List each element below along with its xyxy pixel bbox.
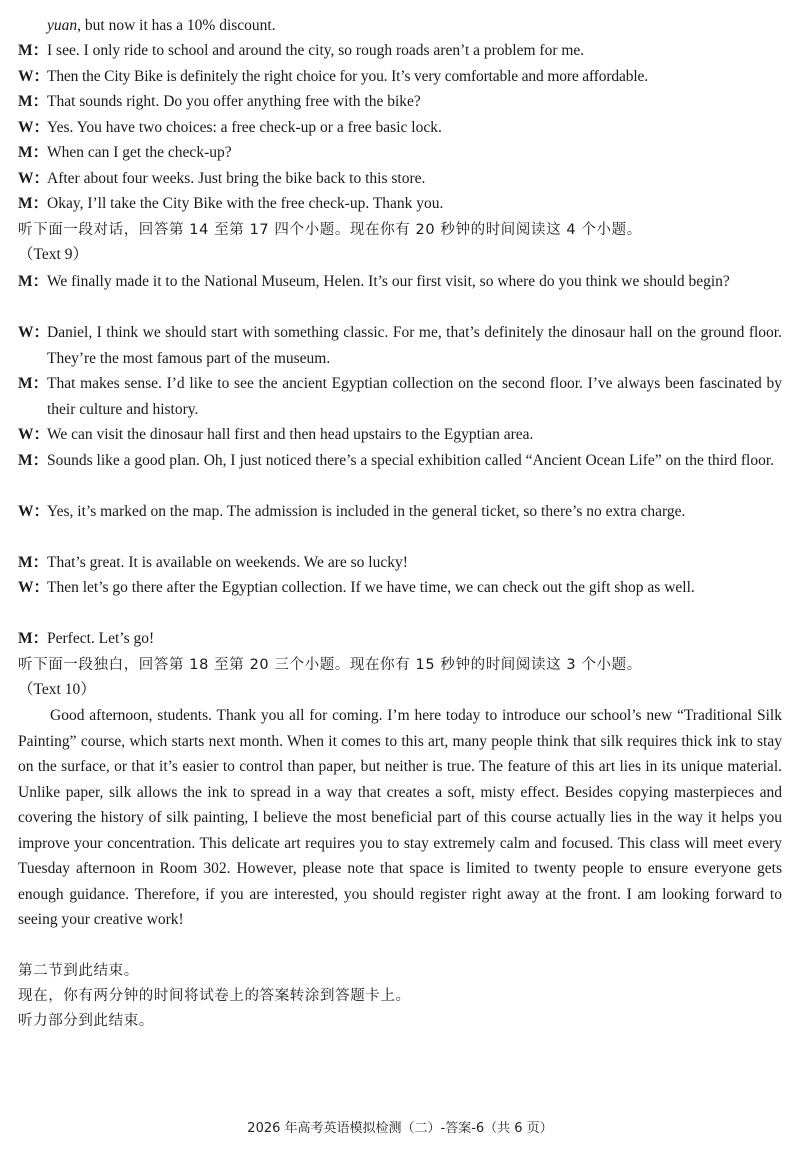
utterance: Okay, I’ll take the City Bike with the free check-up. Thank you. <box>47 195 444 212</box>
dialogue-line <box>18 371 782 422</box>
dialogue-line <box>18 269 782 295</box>
dialogue-line <box>18 89 782 115</box>
utterance: Yes, it’s marked on the map. The admission is included in the general ticket, so there’s no extra charge. <box>47 502 686 520</box>
speaker-label: W： <box>18 502 50 520</box>
speaker-label: M： <box>18 553 49 571</box>
utterance: That sounds right. Do you offer anything free with the bike? <box>47 93 421 110</box>
closing-line-transfer-answers: 现在，你有两分钟的时间将试卷上的答案转涂到答题卡上。 <box>18 988 411 1004</box>
speaker-label: M： <box>18 451 49 469</box>
speaker-label: M： <box>18 630 49 647</box>
speaker-label: M： <box>18 195 49 212</box>
dialogue-line <box>18 448 782 474</box>
utterance: After about four weeks. Just bring the bike back to this store. <box>47 169 426 187</box>
dialogue-line <box>18 550 782 576</box>
dialogue-line <box>18 166 782 192</box>
utterance: Yes. You have two choices: a free check-up or a free basic lock. <box>47 118 442 136</box>
speaker-label: M： <box>18 273 49 290</box>
speaker-label: W： <box>18 324 50 341</box>
speaker-label: M： <box>18 93 49 110</box>
dialogue-line <box>18 64 782 90</box>
intro-italic-word: yuan <box>47 17 78 34</box>
utterance: I see. I only ride to school and around the city, so rough roads aren’t a problem for me. <box>47 42 585 59</box>
dialogue-line <box>18 320 782 371</box>
instruction-text9: 听下面一段对话，回答第 14 至第 17 四个小题。现在你有 20 秒钟的时间阅读这 4 个小题。 <box>18 222 642 238</box>
speaker-label: M： <box>18 144 49 161</box>
speaker-label: M： <box>18 375 49 392</box>
utterance: Sounds like a good plan. Oh, I just noticed there’s a special exhibition called “Ancient Ocean Life” on the third floor. <box>47 451 775 469</box>
utterance: That makes sense. I’d like to see the ancient Egyptian collection on the second floor. I’ve always been fascinated by their culture and history. <box>47 375 782 418</box>
closing-line-listening-end: 听力部分到此结束。 <box>18 1013 154 1029</box>
utterance: Daniel, I think we should start with something classic. For me, that’s definitely the dinosaur hall on the ground floor. They’re the most famous part of the museum. <box>47 324 782 367</box>
dialogue-line <box>18 499 782 525</box>
closing-line-section-end: 第二节到此结束。 <box>18 963 139 979</box>
dialogue-line <box>18 115 782 141</box>
text9-label: （Text 9） <box>18 246 88 263</box>
text10-monologue: Good afternoon, students. Thank you all for coming. I’m here today to introduce our school’s new “Traditional Silk Painting” course, which starts next month. When it comes to this art, many people think that silk requires thick ink to stay on the surface, or that it’s easier to control than paper, but neither is true. The feature of this art lies in its unique material. Unlike paper, silk allows the ink to spread in a way that creates a soft, misty effect. Besides copying masterpieces and covering the history of silk painting, I believe the most beneficial part of this course actually lies in the way it helps you improve your concentration. This delicate art requires you to stay extremely calm and focused. This class will meet every Tuesday afternoon in Room 302. However, please note that space is limited to twenty people to ensure everyone gets enough guidance. Therefore, if you are interested, you should register right away at the front. I am looking forward to seeing your creative work! <box>18 707 782 928</box>
utterance: When can I get the check-up? <box>47 144 232 161</box>
utterance: That’s great. It is available on weekends. We are so lucky! <box>47 553 408 571</box>
instruction-text10: 听下面一段独白，回答第 18 至第 20 三个小题。现在你有 15 秒钟的时间阅读这 3 个小题。 <box>18 657 642 673</box>
dialogue-line <box>18 422 782 448</box>
utterance: Then the City Bike is definitely the right choice for you. It’s very comfortable and more affordable. <box>47 67 648 85</box>
dialogue-line <box>18 38 782 64</box>
utterance: Then let’s go there after the Egyptian collection. If we have time, we can check out the gift shop as well. <box>47 579 695 596</box>
speaker-label: W： <box>18 579 50 596</box>
speaker-label: W： <box>18 118 50 136</box>
dialogue-line <box>18 575 782 601</box>
intro-continuation <box>18 16 782 36</box>
dialogue-line <box>18 191 782 217</box>
speaker-label: W： <box>18 169 50 187</box>
speaker-label: M： <box>18 42 49 59</box>
speaker-label: W： <box>18 67 50 85</box>
intro-rest: , but now it has a 10% discount. <box>77 17 276 34</box>
utterance: We finally made it to the National Museum, Helen. It’s our first visit, so where do you think we should begin? <box>47 273 730 290</box>
page-footer: 2026 年高考英语模拟检测（二）-答案-6（共 6 页） <box>247 1121 553 1136</box>
speaker-label: W： <box>18 426 50 443</box>
utterance: We can visit the dinosaur hall first and then head upstairs to the Egyptian area. <box>47 426 534 443</box>
dialogue-line <box>18 140 782 166</box>
dialogue-line <box>18 626 782 652</box>
utterance: Perfect. Let’s go! <box>47 630 155 647</box>
text10-label: （Text 10） <box>18 681 96 698</box>
